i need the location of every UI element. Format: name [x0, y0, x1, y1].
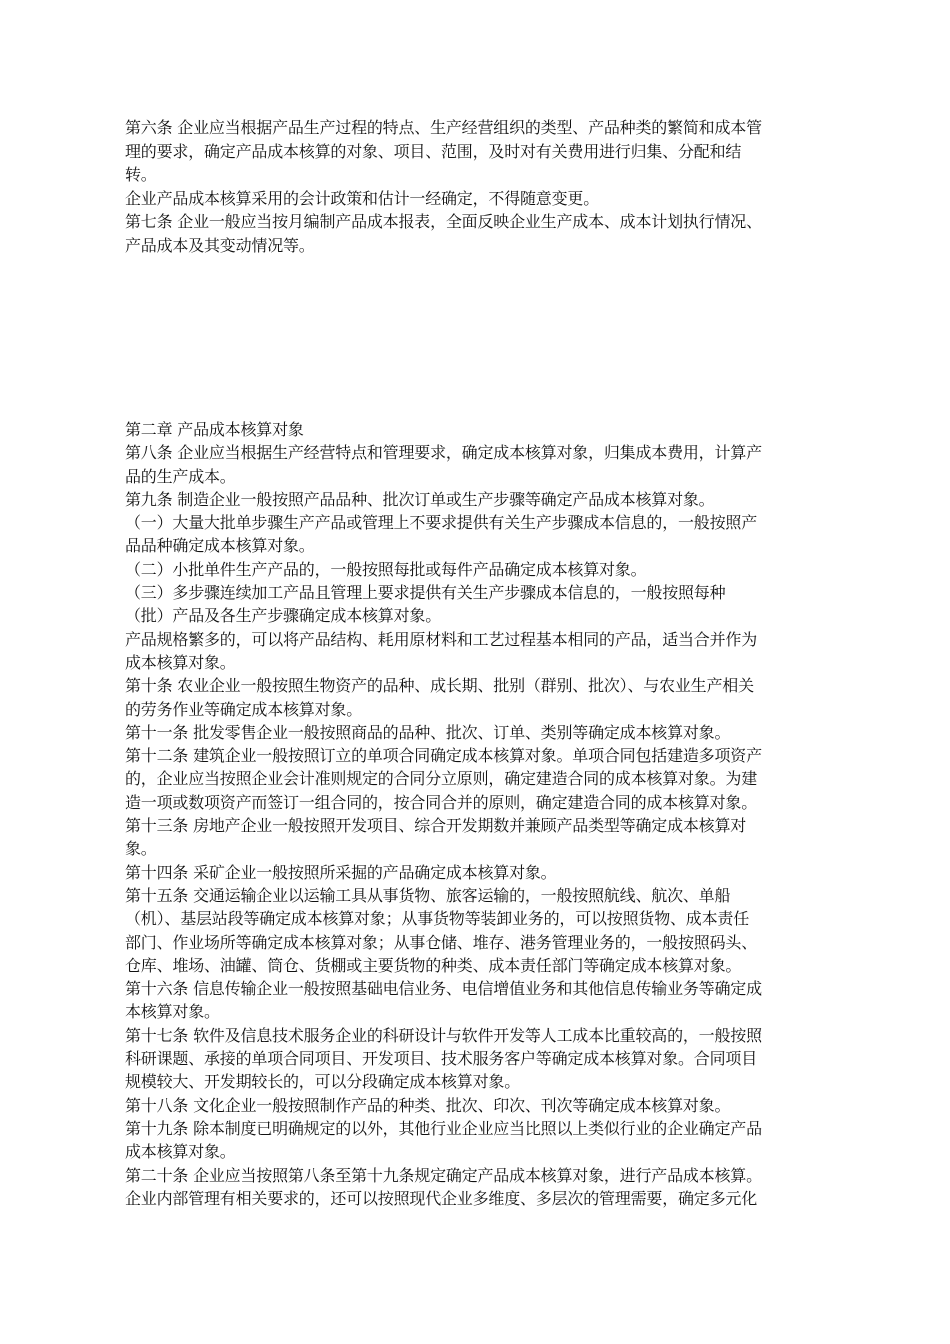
text-line: 第十九条 除本制度已明确规定的以外，其他行业企业应当比照以上类似行业的企业确定产品 [125, 1118, 762, 1138]
text-line: 第十六条 信息传输企业一般按照基础电信业务、电信增值业务和其他信息传输业务等确定成 [125, 979, 762, 999]
text-line: 成本核算对象。 [125, 652, 236, 672]
text-line: 第六条 企业应当根据产品生产过程的特点、生产经营组织的类型、产品种类的繁简和成本管 [125, 118, 762, 137]
text-line: 第十四条 采矿企业一般按照所采掘的产品确定成本核算对象。 [125, 862, 557, 882]
text-line: 第十三条 房地产企业一般按照开发项目、综合开发期数并兼顾产品类型等确定成本核算对 [125, 816, 747, 836]
text-line: 第二章 产品成本核算对象 [125, 420, 304, 439]
text-line: 造一项或数项资产而签订一组合同的，按合同合并的原则，确定建造合同的成本核算对象。 [125, 792, 758, 812]
text-line: （一）大量大批单步骤生产产品或管理上不要求提供有关生产步骤成本信息的，一般按照产 [125, 513, 758, 533]
text-line: 第八条 企业应当根据生产经营特点和管理要求，确定成本核算对象，归集成本费用，计算产 [125, 443, 762, 463]
text-block-chapter-2 [125, 418, 835, 1210]
text-line: 本核算对象。 [125, 1002, 220, 1022]
text-line: 第十二条 建筑企业一般按照订立的单项合同确定成本核算对象。单项合同包括建造多项资产 [125, 746, 762, 766]
text-line: （机）、基层站段等确定成本核算对象；从事货物等装卸业务的，可以按照货物、成本责任 [125, 909, 750, 929]
text-line: 的劳务作业等确定成本核算对象。 [125, 699, 363, 719]
text-line: 象。 [125, 839, 157, 859]
text-line: （三）多步骤连续加工产品且管理上要求提供有关生产步骤成本信息的，一般按照每种 [125, 583, 726, 603]
text-line: 企业内部管理有相关要求的，还可以按照现代企业多维度、多层次的管理需要，确定多元化 [125, 1188, 758, 1208]
text-line: 仓库、堆场、油罐、筒仓、货棚或主要货物的种类、成本责任部门等确定成本核算对象。 [125, 955, 742, 975]
text-line: 产品规格繁多的，可以将产品结构、耗用原材料和工艺过程基本相同的产品，适当合并作为 [125, 629, 758, 649]
text-line: 第十七条 软件及信息技术服务企业的科研设计与软件开发等人工成本比重较高的，一般按照 [125, 1025, 762, 1045]
text-line: 品品种确定成本核算对象。 [125, 536, 315, 556]
text-line: （二）小批单件生产产品的，一般按照每批或每件产品确定成本核算对象。 [125, 559, 647, 579]
text-line: 规模较大、开发期较长的，可以分段确定成本核算对象。 [125, 1072, 521, 1092]
text-line: 第十条 农业企业一般按照生物资产的品种、成长期、批别（群别、批次）、与农业生产相关 [125, 676, 754, 696]
text-line: 第十八条 文化企业一般按照制作产品的种类、批次、印次、刊次等确定成本核算对象。 [125, 1095, 731, 1115]
text-line: 品的生产成本。 [125, 466, 236, 486]
text-line: 理的要求，确定产品成本核算的对象、项目、范围，及时对有关费用进行归集、分配和结 [125, 141, 742, 161]
text-line: 的，企业应当按照企业会计准则规定的合同分立原则，确定建造合同的成本核算对象。为建 [125, 769, 758, 789]
text-line: 第十一条 批发零售企业一般按照商品的品种、批次、订单、类别等确定成本核算对象。 [125, 722, 731, 742]
text-line: 第二十条 企业应当按照第八条至第十九条规定确定产品成本核算对象，进行产品成本核算。 [125, 1165, 762, 1185]
text-line: 第九条 制造企业一般按照产品品种、批次订单或生产步骤等确定产品成本核算对象。 [125, 489, 715, 509]
text-line: 科研课题、承接的单项合同项目、开发项目、技术服务客户等确定成本核算对象。合同项目 [125, 1049, 758, 1069]
text-line: 转。 [125, 165, 157, 184]
text-line: 第七条 企业一般应当按月编制产品成本报表，全面反映企业生产成本、成本计划执行情况、 [125, 212, 762, 231]
text-line: 成本核算对象。 [125, 1142, 236, 1162]
text-line: （批）产品及各生产步骤确定成本核算对象。 [125, 606, 442, 626]
text-line: 第十五条 交通运输企业以运输工具从事货物、旅客运输的，一般按照航线、航次、单船 [125, 885, 731, 905]
text-block-articles-6-7 [125, 116, 835, 257]
text-line: 企业产品成本核算采用的会计政策和估计一经确定，不得随意变更。 [125, 188, 600, 208]
text-line: 产品成本及其变动情况等。 [125, 235, 315, 255]
text-line: 部门、作业场所等确定成本核算对象；从事仓储、堆存、港务管理业务的，一般按照码头、 [125, 932, 758, 952]
